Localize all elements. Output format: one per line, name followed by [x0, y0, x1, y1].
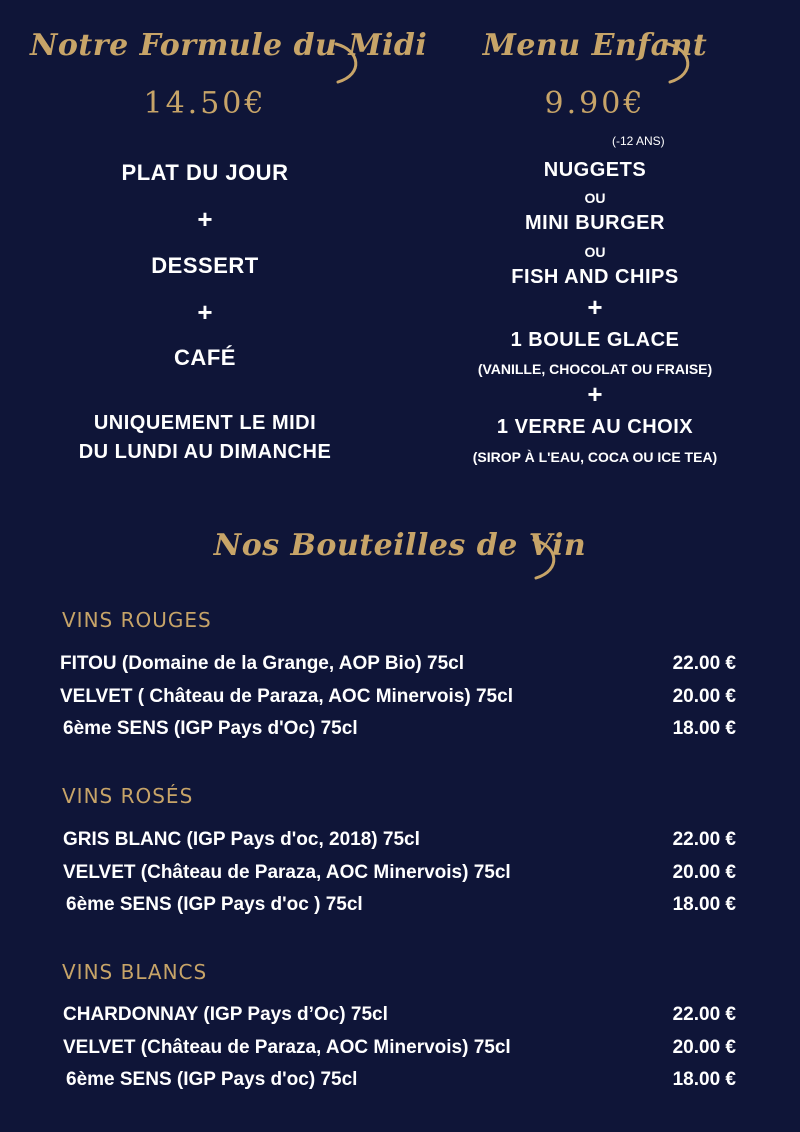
enfant-section: [430, 28, 760, 63]
wine-row: [60, 1069, 740, 1099]
wine-name: VELVET (Château de Paraza, AOC Minervois) 75cl: [63, 1037, 511, 1058]
wine-price: 20.00 €: [672, 862, 736, 883]
formule-item-cafe: CAFÉ: [174, 345, 236, 370]
formule-item-plat: PLAT DU JOUR: [121, 160, 289, 185]
enfant-choice-burger: MINI BURGER: [525, 212, 665, 234]
formule-price: 14.50€: [143, 86, 267, 121]
formule-note-line2: DU LUNDI AU DIMANCHE: [78, 441, 332, 463]
wine-row: [60, 1004, 740, 1034]
wine-name: CHARDONNAY (IGP Pays d’Oc) 75cl: [63, 1004, 388, 1025]
formule-title: Notre Formule du Midi: [30, 28, 428, 63]
wine-price: 18.00 €: [672, 894, 736, 915]
wine-price: 20.00 €: [672, 686, 736, 707]
formule-plus-2: +: [197, 297, 213, 327]
wine-row: [60, 653, 740, 683]
wine-row: [60, 894, 740, 924]
wine-price: 20.00 €: [672, 1037, 736, 1058]
enfant-dessert-note: (VANILLE, CHOCOLAT OU FRAISE): [477, 361, 713, 377]
enfant-choice-nuggets: NUGGETS: [543, 159, 647, 181]
enfant-plus-2: +: [587, 379, 603, 409]
formule-title-swoosh: [330, 40, 366, 86]
wine-row: [60, 1037, 740, 1067]
wines-title-wrap: [150, 528, 650, 563]
enfant-age: (-12 ANS): [612, 134, 665, 148]
wines-title-swoosh: [528, 536, 564, 582]
wine-price: 18.00 €: [672, 718, 736, 739]
enfant-drink: 1 VERRE AU CHOIX: [496, 416, 694, 438]
wine-row: [60, 829, 740, 859]
enfant-title: Menu Enfant: [482, 28, 708, 63]
enfant-or-2: OU: [584, 244, 606, 260]
wine-name: GRIS BLANC (IGP Pays d'oc, 2018) 75cl: [63, 829, 420, 850]
wine-price: 18.00 €: [672, 1069, 736, 1090]
wine-name: FITOU (Domaine de la Grange, AOP Bio) 75cl: [60, 653, 465, 674]
wine-row: [60, 686, 740, 716]
enfant-plus-1: +: [587, 292, 603, 322]
wine-price: 22.00 €: [672, 1004, 736, 1025]
enfant-or-1: OU: [584, 190, 606, 206]
wine-name: VELVET ( Château de Paraza, AOC Minervois) 75cl: [60, 686, 513, 707]
formule-plus-1: +: [197, 204, 213, 234]
enfant-title-swoosh: [662, 40, 698, 86]
formule-note-line1: UNIQUEMENT LE MIDI: [93, 412, 317, 434]
wine-name: 6ème SENS (IGP Pays d'oc ) 75cl: [66, 894, 363, 915]
enfant-choice-fish: FISH AND CHIPS: [511, 266, 679, 288]
wine-name: 6ème SENS (IGP Pays d'Oc) 75cl: [63, 718, 358, 739]
formule-section: [30, 28, 428, 63]
section-heading-roses: VINS ROSÉS: [62, 784, 194, 808]
enfant-price: 9.90€: [544, 86, 646, 121]
wine-name: VELVET (Château de Paraza, AOC Minervois) 75cl: [63, 862, 511, 883]
enfant-drink-note: (SIROP À L'EAU, COCA OU ICE TEA): [472, 449, 718, 465]
formule-item-dessert: DESSERT: [151, 253, 259, 278]
enfant-dessert: 1 BOULE GLACE: [510, 329, 680, 351]
wine-row: [60, 718, 740, 748]
wine-row: [60, 862, 740, 892]
section-heading-blancs: VINS BLANCS: [62, 960, 208, 984]
wine-price: 22.00 €: [672, 829, 736, 850]
section-heading-rouges: VINS ROUGES: [62, 608, 212, 632]
wines-title: Nos Bouteilles de Vin: [213, 528, 587, 563]
wine-price: 22.00 €: [672, 653, 736, 674]
wine-name: 6ème SENS (IGP Pays d'oc) 75cl: [66, 1069, 358, 1090]
